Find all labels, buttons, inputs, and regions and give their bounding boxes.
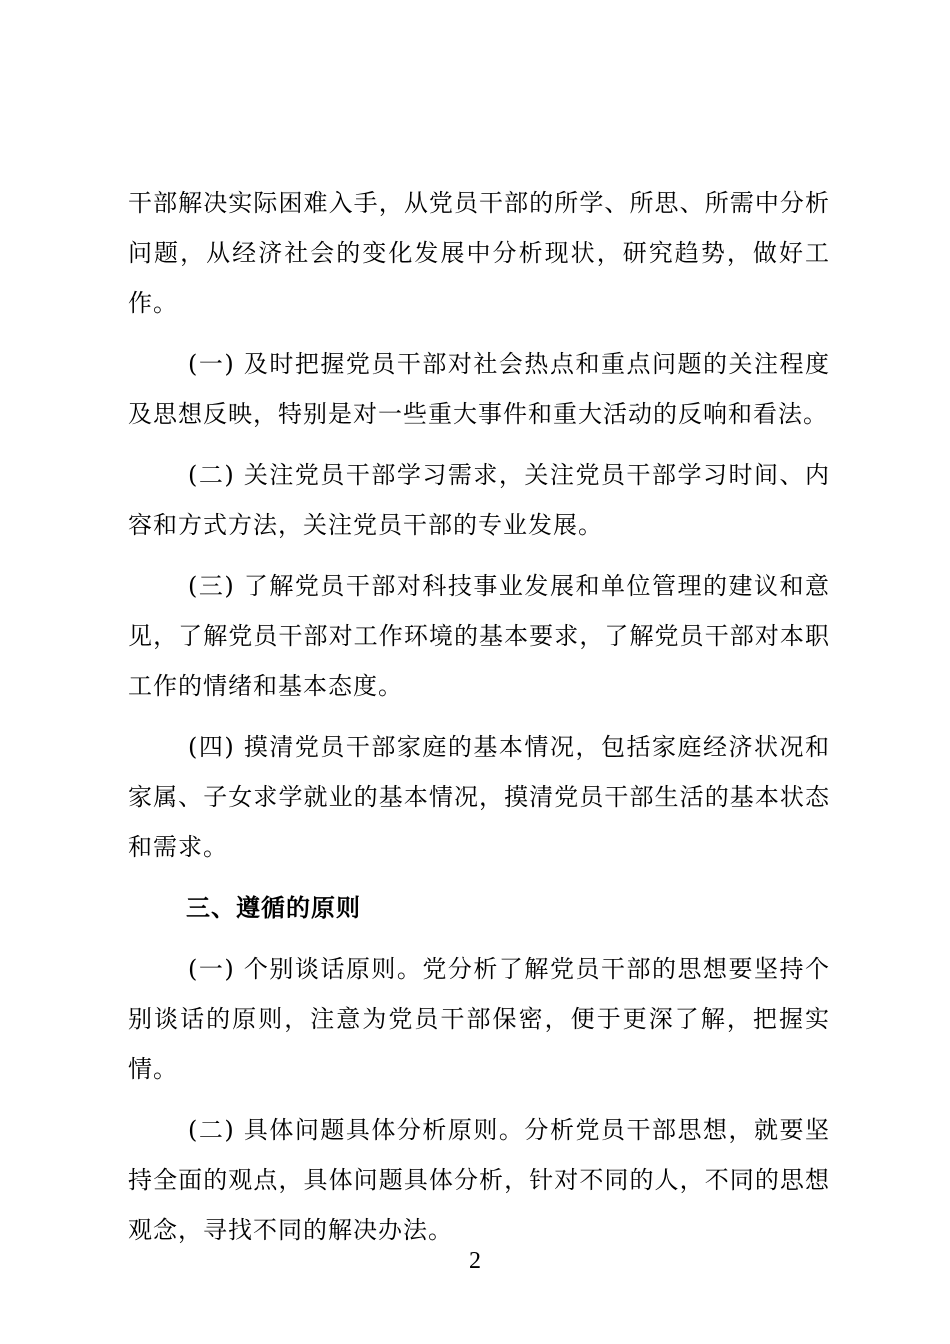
paragraph-principle-2: (二) 具体问题具体分析原则。分析党员干部思想，就要坚持全面的观点，具体问题具体分析，针对不同的人，不同的思想观念，寻找不同的解决办法。	[128, 1116, 830, 1244]
section-heading: 三、遵循的原则	[186, 894, 361, 922]
page-body	[128, 178, 830, 1266]
paragraph-item-3: (三) 了解党员干部对科技事业发展和单位管理的建议和意见，了解党员干部对工作环境的基本要求，了解党员干部对本职工作的情绪和基本态度。	[128, 572, 830, 700]
paragraph-item-4: (四) 摸清党员干部家庭的基本情况，包括家庭经济状况和家属、子女求学就业的基本情况，摸清党员干部生活的基本状态和需求。	[128, 733, 830, 861]
paragraph-principle-1: (一) 个别谈话原则。党分析了解党员干部的思想要坚持个别谈话的原则，注意为党员干部保密，便于更深了解，把握实情。	[128, 955, 830, 1083]
page-number: 2	[469, 1248, 481, 1274]
paragraph-item-1: (一) 及时把握党员干部对社会热点和重点问题的关注程度及思想反映，特别是对一些重大事件和重大活动的反响和看法。	[128, 350, 830, 428]
paragraph-continuation: 干部解决实际困难入手，从党员干部的所学、所思、所需中分析问题，从经济社会的变化发展中分析现状，研究趋势，做好工作。	[128, 189, 830, 317]
paragraph-item-2: (二) 关注党员干部学习需求，关注党员干部学习时间、内容和方式方法，关注党员干部的专业发展。	[128, 461, 830, 539]
